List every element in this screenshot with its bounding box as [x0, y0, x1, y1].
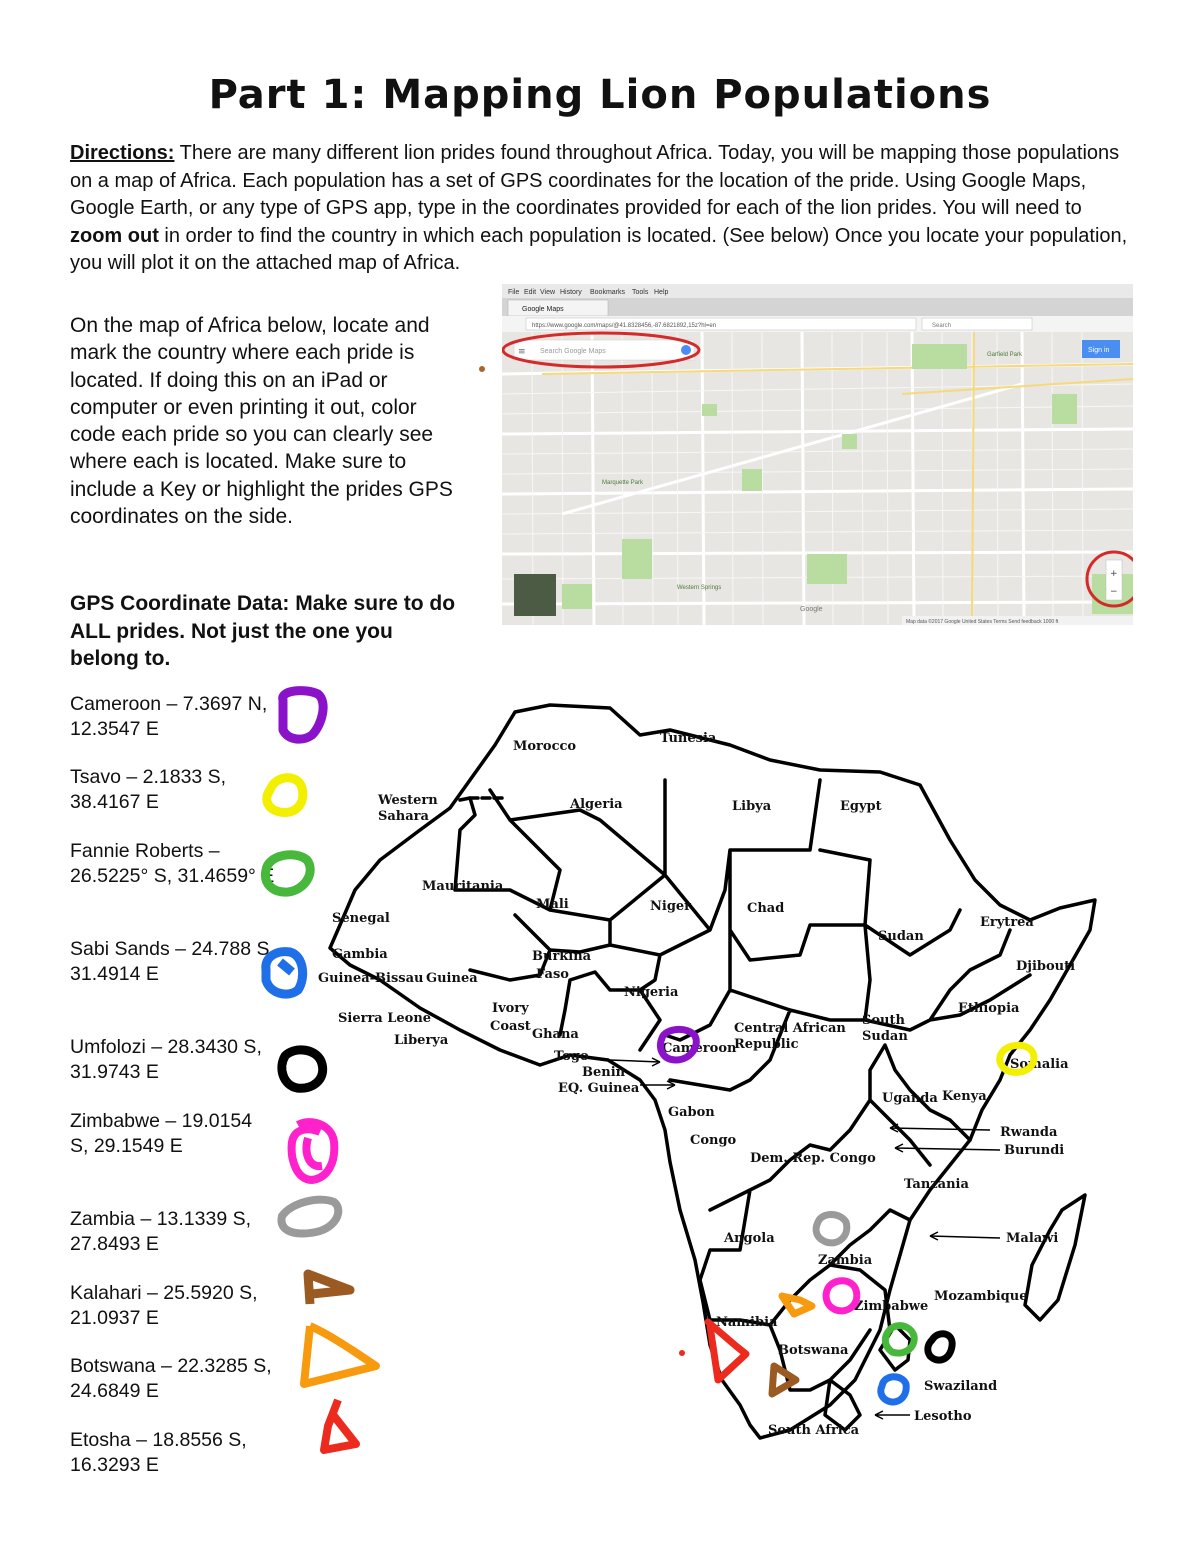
- label-liberia: Liberya: [394, 1033, 449, 1048]
- pride-entry: Etosha – 18.8556 S, 16.3293 E: [70, 1429, 247, 1476]
- map-mark-etosha: [708, 1322, 746, 1380]
- label-congo: Congo: [690, 1133, 737, 1148]
- label-kenya: Kenya: [942, 1089, 987, 1104]
- map-label-garfield: Garfield Park: [987, 352, 1023, 358]
- label-cameroon: Cameroon: [662, 1041, 737, 1056]
- page-title: Part 1: Mapping Lion Populations: [208, 72, 992, 118]
- maps-search-placeholder: Search Google Maps: [540, 348, 606, 355]
- label-chad: Chad: [747, 901, 785, 916]
- label-western-sahara-1: Western: [378, 793, 438, 808]
- label-zimbabwe: Zimbabwe: [854, 1299, 929, 1314]
- label-eritrea: Erytrea: [980, 915, 1034, 930]
- label-botswana: Botswana: [778, 1343, 849, 1358]
- label-mauritania: Mauritania: [422, 879, 504, 894]
- label-niger: Niger: [650, 899, 692, 914]
- label-tanzania: Tanzania: [904, 1177, 969, 1192]
- pride-entry: Zambia – 13.1339 S, 27.8493 E: [70, 1208, 252, 1255]
- label-gabon: Gabon: [668, 1105, 715, 1120]
- zoom-in-icon[interactable]: +: [1110, 569, 1118, 579]
- label-senegal: Senegal: [332, 911, 390, 926]
- label-guinea-bissau: Guinea-Bissau: [318, 971, 424, 986]
- directions-paragraph: [70, 140, 1130, 278]
- label-malawi: Malawi: [1006, 1231, 1059, 1246]
- map-label-western-springs: Western Springs: [677, 585, 722, 591]
- burundi-arrow: [895, 1144, 1000, 1152]
- label-car-2: Republic: [734, 1037, 799, 1052]
- google-maps-screenshot: [502, 284, 1133, 625]
- label-togo: Togo: [554, 1049, 589, 1064]
- map-label-marquette: Marquette Park: [602, 480, 644, 486]
- label-ethiopia: Ethiopia: [958, 1001, 1020, 1016]
- label-eq-guinea: EQ. Guinea: [558, 1081, 640, 1096]
- lesotho-arrow: [875, 1411, 910, 1419]
- label-mali: Mali: [536, 897, 569, 912]
- label-south-sudan-2: Sudan: [862, 1029, 908, 1044]
- menu-tools[interactable]: Tools: [632, 289, 649, 296]
- gps-heading: GPS Coordinate Data: Make sure to do ALL prides. Not just the one you belong to.: [70, 592, 456, 670]
- label-benin: Benin: [582, 1065, 626, 1080]
- label-guinea: Guinea: [426, 971, 478, 986]
- label-egypt: Egypt: [840, 799, 882, 814]
- directions-label: Directions:: [70, 142, 175, 164]
- directions-text-1: There are many different lion prides found throughout Africa. Today, you will be mapping those populations on a map of Africa. Each population has a set of GPS coordinates for the location of the pride. Using Google Maps, Google Earth, or any type of GPS app, type in the coordinates provided for each of the lion prides. You will need to: [70, 142, 1120, 219]
- label-sudan: Sudan: [878, 929, 924, 944]
- browser-search-text: Search: [932, 323, 952, 329]
- malawi-arrow: [930, 1232, 1000, 1240]
- pride-entry: Cameroon – 7.3697 N, 12.3547 E: [70, 693, 268, 740]
- map-mark-botswana: [782, 1296, 812, 1314]
- madagascar: [1025, 1195, 1085, 1320]
- label-south-sudan-1: South: [862, 1013, 905, 1028]
- label-lesotho: Lesotho: [914, 1409, 972, 1424]
- label-ivory-1: Ivory: [492, 1001, 529, 1016]
- stray-dot-brown: [479, 366, 485, 372]
- pride-entry: Zimbabwe – 19.0154 S, 29.1549 E: [70, 1110, 253, 1157]
- label-djibouti: Djibouti: [1016, 959, 1076, 974]
- menu-help[interactable]: Help: [654, 289, 669, 296]
- label-uganda: Uganda: [882, 1091, 938, 1106]
- menu-icon[interactable]: ≡: [518, 347, 526, 357]
- map-mark-zambia: [816, 1215, 847, 1243]
- menu-edit[interactable]: Edit: [524, 289, 537, 296]
- sign-in-label: Sign in: [1088, 347, 1110, 354]
- intro-paragraph: On the map of Africa below, locate and mark the country where each pride is located. If doing this on an iPad or computer or even printing it out, color code each pride so you can clearly see where each is located. Make sure to include a Key or highlight the prides GPS coordinates on the side.: [70, 314, 453, 529]
- label-ivory-2: Coast: [490, 1019, 531, 1034]
- directions-text-2: in order to find the country in which each population is located. (See below) Once you locate your population, you will plot it on the attached map of Africa.: [70, 224, 1128, 274]
- label-south-africa: South Africa: [768, 1423, 860, 1438]
- label-burkina-2: Faso: [536, 967, 569, 982]
- directions-icon[interactable]: [681, 345, 691, 355]
- label-sierra-leone: Sierra Leone: [338, 1011, 432, 1026]
- map-mark-sabi-sands: [881, 1377, 906, 1402]
- map-mark-umfolozi: [928, 1334, 952, 1360]
- map-attribution: Map data ©2017 Google United States Terms Send feedback 1000 ft: [906, 619, 1059, 625]
- label-namibia: Namibia: [716, 1315, 778, 1330]
- label-nigeria: Nigeria: [624, 985, 679, 1000]
- menu-bookmarks[interactable]: Bookmarks: [590, 289, 626, 296]
- map-mark-zimbabwe: [826, 1281, 857, 1311]
- label-car-1: Central African: [734, 1021, 846, 1036]
- browser-tab-title: Google Maps: [522, 306, 564, 313]
- label-gambia: Gambia: [332, 947, 388, 962]
- label-drc: Dem. Rep. Congo: [750, 1151, 876, 1166]
- pride-entry: Botswana – 22.3285 S, 24.6849 E: [70, 1355, 272, 1402]
- label-burundi: Burundi: [1004, 1143, 1065, 1158]
- label-burkina-1: Burkina: [532, 949, 592, 964]
- menu-view[interactable]: View: [540, 289, 556, 296]
- pride-entry: Fannie Roberts – 26.5225° S, 31.4659° E: [70, 840, 275, 887]
- label-western-sahara-2: Sahara: [378, 809, 429, 824]
- label-algeria: Algeria: [570, 797, 623, 812]
- stray-dot-red: [679, 1350, 685, 1356]
- google-logo: Google: [800, 606, 823, 613]
- menu-file[interactable]: File: [508, 289, 520, 296]
- label-morocco: Morocco: [513, 739, 577, 754]
- label-ghana: Ghana: [532, 1027, 579, 1042]
- label-rwanda: Rwanda: [1000, 1125, 1058, 1140]
- label-tunisia: Tunesia: [660, 731, 717, 746]
- zoom-out-icon[interactable]: −: [1110, 587, 1118, 597]
- menu-history[interactable]: History: [560, 289, 582, 296]
- label-zambia: Zambia: [818, 1253, 873, 1268]
- label-libya: Libya: [732, 799, 772, 814]
- pride-entry: Tsavo – 2.1833 S, 38.4167 E: [70, 766, 227, 813]
- label-somalia: Somalia: [1010, 1057, 1069, 1072]
- label-mozambique: Mozambique: [934, 1289, 1028, 1304]
- pride-entry: Kalahari – 25.5920 S, 21.0937 E: [70, 1282, 258, 1329]
- pride-entry: Umfolozi – 28.3430 S, 31.9743 E: [70, 1036, 262, 1083]
- satellite-thumbnail[interactable]: [514, 574, 556, 616]
- legend-mark-sabi-sands: [266, 952, 303, 994]
- label-angola: Angola: [724, 1231, 775, 1246]
- label-swaziland: Swaziland: [924, 1379, 998, 1394]
- zoom-out-emphasis: zoom out: [70, 224, 159, 247]
- pride-entry: Sabi Sands – 24.788 S, 31.4914 E: [70, 938, 275, 985]
- legend-mark-tsavo: [267, 778, 303, 813]
- url-text: https://www.google.com/maps/@41.8328456,-87.6821892,15z?hl=en: [532, 323, 717, 329]
- africa-map: [310, 690, 1110, 1490]
- legend-mark-fannie-roberts: [265, 855, 310, 892]
